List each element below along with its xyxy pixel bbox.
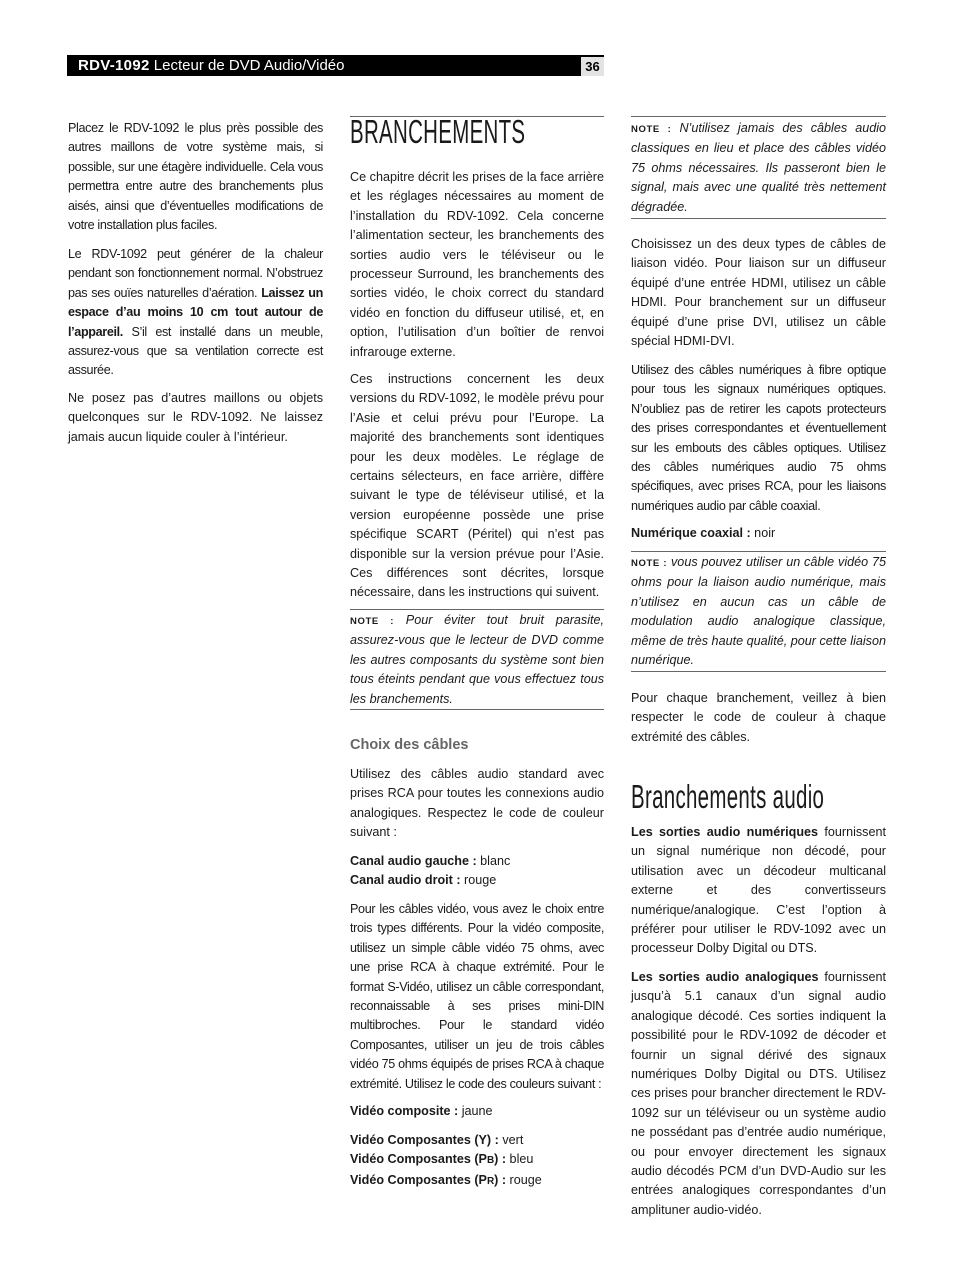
comp-pr-line [350, 1171, 604, 1191]
coax-label: Numérique coaxial : [631, 526, 751, 540]
note2-text [631, 553, 886, 670]
paragraph-audio-cables: Utilisez des câbles audio standard avec prises RCA pour toutes les connexions audio analogiques. Respectez le code de couleur suivant : [350, 767, 604, 840]
note2-rule-bottom [631, 671, 886, 672]
composite-line [350, 1102, 604, 1121]
heat-text-a: Le RDV-1092 peut générer de la chaleur pendant son fonctionnement normal. N’obstruez pas ses ouïes naturelles d’aération. [68, 247, 323, 300]
note-rule-top [350, 609, 604, 610]
comp-pb-label-b: ) : [494, 1152, 507, 1167]
comp-pb-value: bleu [506, 1152, 534, 1167]
note-label: NOTE : [350, 616, 395, 627]
note-rule-bottom [350, 709, 604, 710]
audio-left-line [350, 852, 604, 871]
paragraph-video-cables: Pour les câbles vidéo, vous avez le choix entre trois types différents. Pour la vidéo composite, utilisez un simple câble vidéo 75 ohms, avec une prise RCA à chaque extrémité. Pour le format S-Vidéo, utilisez un câble correspondant, reconnaissable à ses prises mini-DIN multibroches. Pour le standard vidéo Composantes, utiliser un jeu de trois câbles vidéo 75 ohms équipés de prises RCA à chaque extrémité. Utilisez le code des couleurs suivant : [350, 902, 604, 1091]
heat-text-b: S’il est installé dans un meuble, assurez-vous que sa ventilation correcte est assurée. [68, 324, 323, 378]
paragraph-versions: Ces instructions concernent les deux versions du RDV-1092, le modèle prévu pour l’Asie et celui prévu pour l’Europe. La majorité des branchements sont identiques pour les deux modèles. Le réglage de certains sélecteurs, en face arrière, diffère suivant le type de téléviseur utilisé, et la version européenne possède une prise spécifique SCART (Péritel) qui n’est pas disponible sur la version prévue pour l’Asie. Ces différences sont décrites, lorsque nécessaire, dans les instructions qui suivent. [350, 372, 604, 600]
header-text [78, 56, 344, 75]
note1-label: NOTE : [631, 124, 672, 135]
paragraph-intro: Ce chapitre décrit les prises de la face arrière et les réglages nécessaires au moment de l’installation du RDV-1092. Cela concerne l’alimentation secteur, les branchements des sorties audio vers le téléviseur ou le processeur Surround, les branchements des sorties vidéo, le choix correct du standard vidéo en fonction du diffuseur utilisé, et, en option, l’utilisation d’un boîtier de renvoi infrarouge externe. [350, 170, 604, 359]
audio-right-value: rouge [460, 873, 497, 888]
comp-pr-value: rouge [506, 1172, 542, 1187]
note2-label: NOTE : [631, 558, 668, 569]
comp-pr-label-a: Vidéo Composantes (P [350, 1172, 487, 1187]
paragraph-color-code: Pour chaque branchement, veillez à bien respecter le code de couleur à chaque extrémité des câbles. [631, 691, 886, 744]
coax-line [631, 524, 886, 543]
digital-outputs-label: Les sorties audio numériques [631, 825, 819, 839]
comp-pb-sub: B [486, 1155, 495, 1167]
page-header [67, 55, 604, 76]
comp-y-value: vert [498, 1133, 524, 1147]
note1-rule-bottom [631, 218, 886, 219]
audio-color-list [350, 852, 604, 891]
audio-right-line [350, 871, 604, 890]
section-title: BRANCHEMENTS [350, 113, 526, 150]
note-coax [631, 553, 886, 670]
note-noise [350, 611, 604, 709]
paragraph-heat [68, 245, 323, 381]
paragraph-placement: Placez le RDV-1092 le plus près possible des autres maillons de votre système mais, si possible, sur une étagère individuelle. Cela vous permettra entre autre des branchements plus aisés, ainsi que d’éventuelles modifications de votre installation plus faciles. [68, 121, 323, 233]
comp-y-label: Vidéo Composantes (Y) : [350, 1133, 499, 1147]
composite-label: Vidéo composite : [350, 1104, 459, 1118]
paragraph-analog-outputs [631, 968, 886, 1220]
paragraph-optical: Utilisez des câbles numériques à fibre optique pour tous les signaux numériques optiques. N’oubliez pas de retirer les capots protecteurs des prises correspondantes et éventuellement sur les embouts des câbles optiques. Utilisez des câbles numériques audio 75 ohms spécifiques, avec prises RCA, pour les liaisons numériques audio par câble coaxial. [631, 363, 886, 513]
audio-right-label: Canal audio droit : [350, 873, 461, 888]
header-subtitle: Lecteur de DVD Audio/Vidéo [153, 57, 345, 74]
note1-rule-top [631, 116, 886, 117]
note2-body: vous pouvez utiliser un câble vidéo 75 ohms pour la liaison audio numérique, mais n’utilisez en aucun cas un câble de modulation audio analogique classique, même de très haute qualité, pour cette liaison numérique. [631, 555, 886, 668]
coax-value: noir [750, 526, 776, 540]
section-title-audio: Branchements audio [631, 778, 825, 815]
comp-pr-label [350, 1173, 506, 1187]
paragraph-objects: Ne posez pas d’autres maillons ou objets quelconques sur le RDV-1092. Ne laissez jamais aucun liquide couler à l’intérieur. [68, 391, 323, 444]
composite-value: jaune [458, 1104, 493, 1118]
audio-left-value: blanc [476, 854, 511, 868]
note1-body: N’utilisez jamais des câbles audio classiques en lieu et place des câbles vidéo 75 ohms nécessaires. Ils passeront bien le signal, mais avec une qualité très nettement dégradée. [631, 121, 887, 214]
comp-pr-sub: R [486, 1175, 495, 1187]
audio-left-label: Canal audio gauche : [350, 854, 477, 868]
note1-text [631, 119, 886, 217]
note-audio-cables [631, 119, 886, 217]
note-noise-text [350, 611, 604, 709]
comp-pb-label [350, 1152, 506, 1166]
note2-rule-top [631, 551, 886, 552]
paragraph-digital-outputs [631, 823, 886, 959]
composite-text [350, 1102, 604, 1121]
page-number: 36 [581, 57, 604, 76]
component-color-list [350, 1131, 604, 1191]
header-model: RDV-1092 [78, 57, 150, 74]
analog-outputs-label: Les sorties audio analogiques [631, 970, 819, 984]
comp-pr-label-b: ) : [494, 1172, 507, 1187]
subheading-cables: Choix des câbles [350, 737, 469, 753]
digital-outputs-text: fournissent un signal numérique non décodé, pour utilisation avec un décodeur multicanal externe et des convertisseurs numérique/analogique. C’est l’option à préférer pour utiliser le RDV-1092 avec un processeur Dolby Digital ou DTS. [631, 825, 886, 956]
heat-warning: Laissez un espace d’au moins 10 cm tout autour de l’appareil. [68, 285, 323, 339]
comp-y-line [350, 1131, 604, 1150]
analog-outputs-text: fournissent jusqu’à 5.1 canaux d’un signal audio analogique décodé. Ces sorties indiquent la possibilité pour le RDV-1092 de décoder et fournir un signal dérivé des signaux numériques Dolby Digital ou DTS. Utilisez ces prises pour brancher directement le RDV-1092 sur un téléviseur ou un système audio ne possédant pas d’entrée audio numérique, ou pour envoyer directement les signaux audio décodés PCM d’un DVD-Audio sur les entrées analogiques correspondantes d’un amplituner audio-vidéo. [631, 970, 886, 1217]
comp-pb-label-a: Vidéo Composantes (P [350, 1152, 487, 1167]
paragraph-hdmi: Choisissez un des deux types de câbles de liaison vidéo. Pour liaison sur un diffuseur équipé d’une entrée HDMI, utilisez un câble HDMI. Pour branchement sur un diffuseur équipé d’une prise DVI, utilisez un câble spécial HDMI-DVI. [631, 237, 886, 349]
comp-pb-line [350, 1150, 604, 1170]
note-noise-body: Pour éviter tout bruit parasite, assurez-vous que le lecteur de DVD comme les autres composants du système sont bien tous éteints pendant que vous effectuez tous les branchements. [350, 613, 604, 706]
